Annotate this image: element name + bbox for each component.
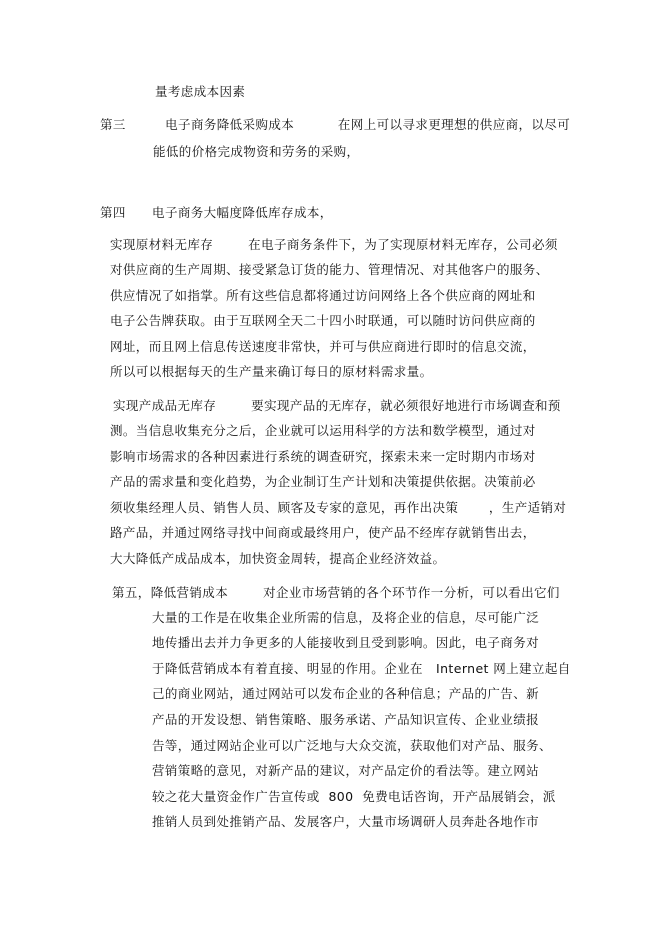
- section-5-line: 较之花大量资金作广告宣传或 800 免费电话咨询，开产品展销会，派: [152, 789, 556, 804]
- section-5-line: 大量的工作是在收集企业所需的信息，及将企业的信息，尽可能广泛: [152, 610, 540, 625]
- section-4-heading: 第四 电子商务大幅度降低库存成本，: [100, 205, 333, 220]
- section-5-line: 营销策略的意见，对新产品的建议，对产品定价的看法等。建立网站: [152, 763, 540, 778]
- section-3-line-2: 能低的价格完成物资和劳务的采购，: [153, 144, 360, 159]
- product-inventory-line: 须收集经理人员、销售人员、顾客及专家的意见，再作出决策 ，生产适销对: [110, 500, 567, 515]
- section-3-line-1: 第三 电子商务降低采购成本 在网上可以寻求更理想的供应商，以尽可: [100, 117, 571, 132]
- product-inventory-line: 实现产成品无库存 要实现产品的无库存，就必须很好地进行市场调查和预: [113, 398, 561, 413]
- raw-material-line: 对供应商的生产周期、接受紧急订货的能力、管理情况、对其他客户的服务、: [110, 262, 549, 277]
- product-inventory-line: 大大降低产成品成本，加快资金周转，提高企业经济效益。: [110, 551, 446, 566]
- raw-material-line: 电子公告牌获取。由于互联网全天二十四小时联通，可以随时访问供应商的: [110, 313, 536, 328]
- product-inventory-line: 产品的需求量和变化趋势，为企业制订生产计划和决策提供依据。决策前必: [110, 474, 536, 489]
- section-5-line: 己的商业网站，通过网站可以发布企业的各种信息；产品的广告、新: [152, 686, 540, 701]
- product-inventory-line: 测。当信息收集充分之后，企业就可以运用科学的方法和数学模型，通过对: [110, 423, 536, 438]
- section-5-line: 产品的开发设想、销售策略、服务承诺、产品知识宣传、企业业绩报: [152, 712, 540, 727]
- text-line: 量考虑成本因素: [155, 84, 246, 99]
- section-5-line: 推销人员到处推销产品、发展客户，大量市场调研人员奔赴各地作市: [152, 814, 540, 829]
- product-inventory-line: 路产品，并通过网络寻找中间商或最终用户，使产品不经库存就销售出去，: [110, 525, 536, 540]
- raw-material-line: 供应情况了如指掌。所有这些信息都将通过访问网络上各个供应商的网址和: [110, 288, 536, 303]
- raw-material-line: 所以可以根据每天的生产量来确订每日的原材料需求量。: [110, 364, 433, 379]
- section-5-line-1: 第五，降低营销成本 对企业市场营销的各个环节作一分析，可以看出它们: [112, 585, 560, 600]
- section-5-line: 告等，通过网站企业可以广泛地与大众交流，获取他们对产品、服务、: [152, 738, 552, 753]
- raw-material-line: 网址，而且网上信息传送速度非常快，并可与供应商进行即时的信息交流，: [110, 339, 536, 354]
- section-5-line: 地传播出去并力争更多的人能接收到且受到影响。因此，电子商务对: [152, 635, 540, 650]
- product-inventory-line: 影响市场需求的各种因素进行系统的调查研究，探索未来一定时期内市场对: [110, 449, 536, 464]
- section-5-line: 于降低营销成本有着直接、明显的作用。企业在 Internet 网上建立起自: [152, 661, 571, 676]
- raw-material-line: 实现原材料无库存 在电子商务条件下，为了实现原材料无库存，公司必须: [110, 237, 558, 252]
